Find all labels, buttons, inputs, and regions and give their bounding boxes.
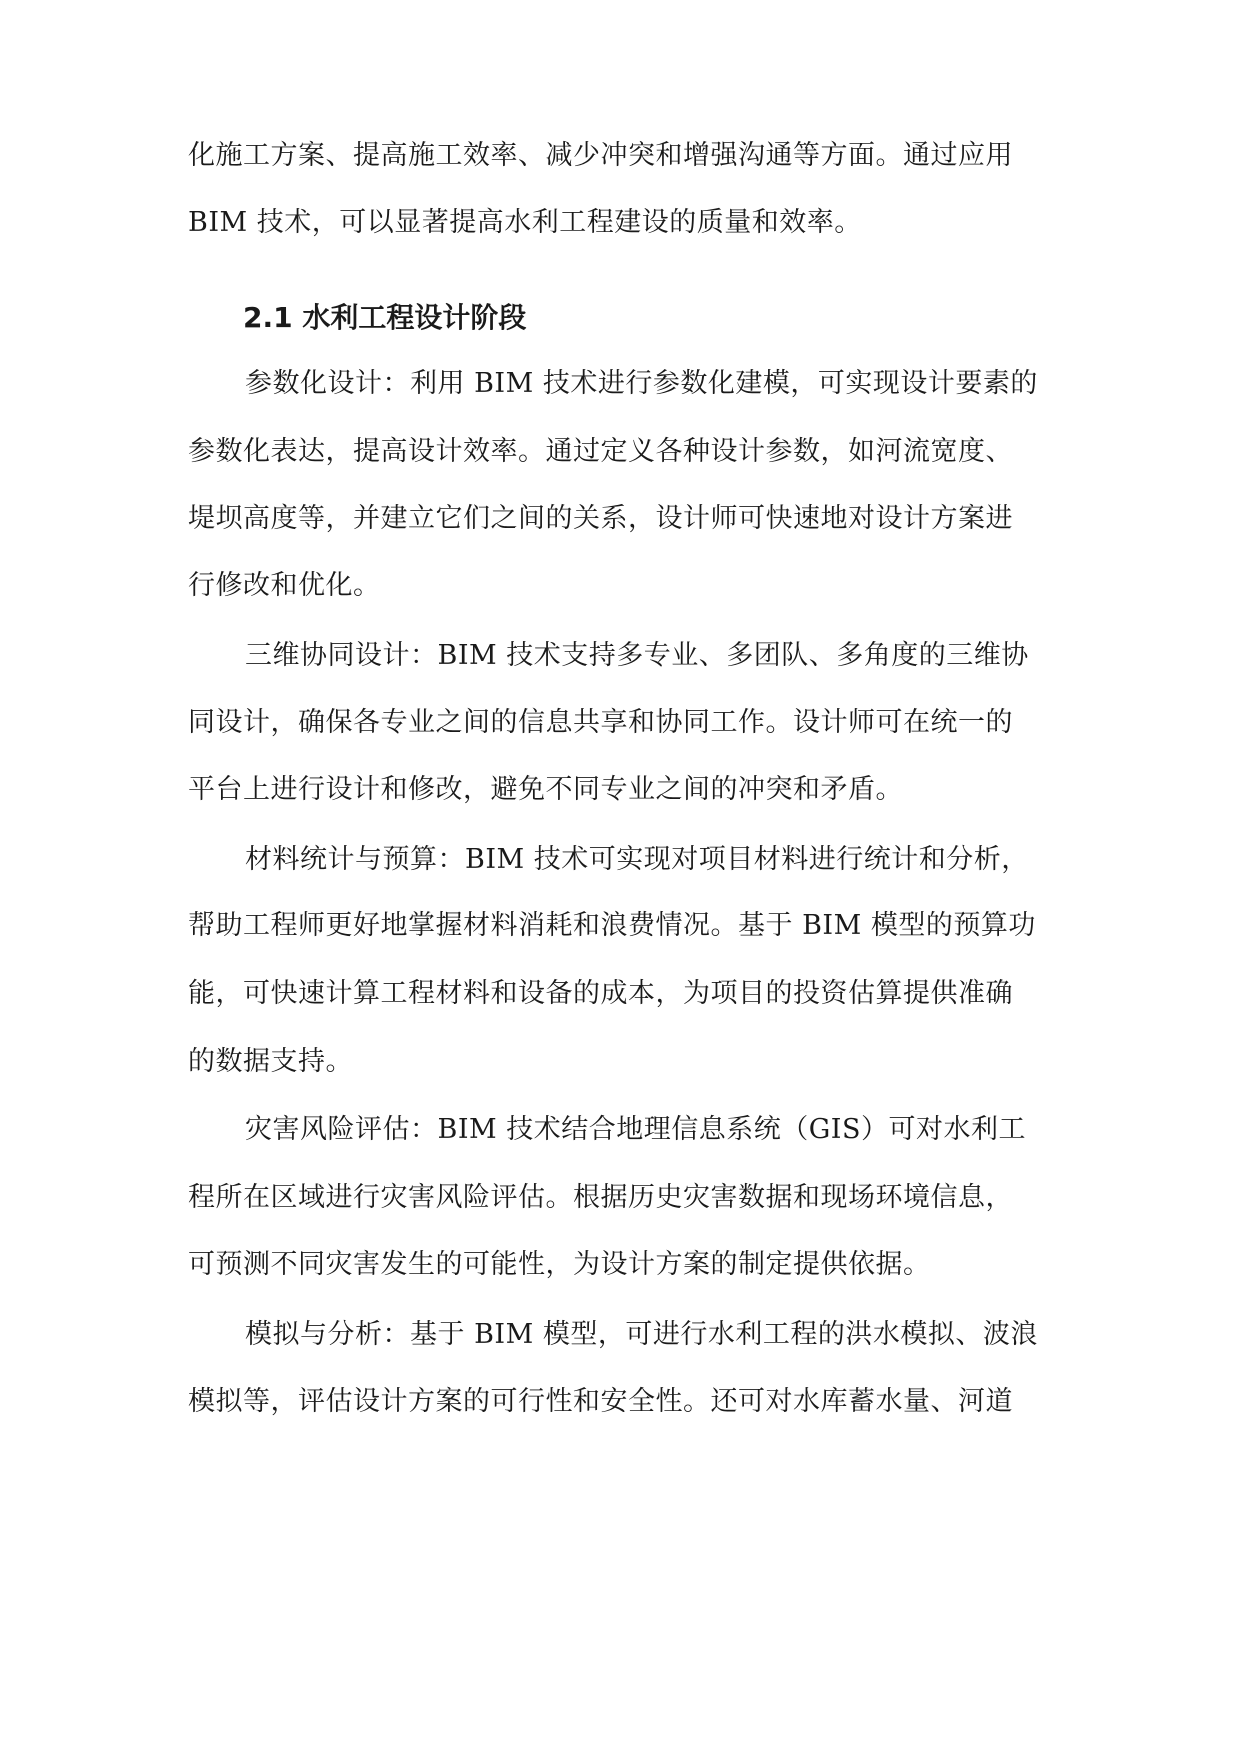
text-line: 化施工方案、提高施工效率、减少冲突和增强沟通等方面。通过应用 [188,140,1013,171]
text-line: 程所在区域进行灾害风险评估。根据历史灾害数据和现场环境信息， [188,1182,1013,1213]
text-line: 帮助工程师更好地掌握材料消耗和浪费情况。基于 BIM 模型的预算功 [188,910,1036,941]
text-line: 三维协同设计：BIM 技术支持多专业、多团队、多角度的三维协 [245,640,1029,671]
text-line: 的数据支持。 [188,1046,353,1077]
text-line: 平台上进行设计和修改，避免不同专业之间的冲突和矛盾。 [188,774,903,805]
text-line: BIM 技术，可以显著提高水利工程建设的质量和效率。 [188,207,862,238]
text-line: 材料统计与预算：BIM 技术可实现对项目材料进行统计和分析， [245,844,1029,875]
text-line: 行修改和优化。 [188,570,381,601]
text-line: 参数化表达，提高设计效率。通过定义各种设计参数，如河流宽度、 [188,436,1013,467]
text-line: 模拟等，评估设计方案的可行性和安全性。还可对水库蓄水量、河道 [188,1386,1013,1417]
text-line: 可预测不同灾害发生的可能性，为设计方案的制定提供依据。 [188,1249,931,1280]
text-line: 灾害风险评估：BIM 技术结合地理信息系统（GIS）可对水利工 [245,1114,1026,1145]
text-line: 能，可快速计算工程材料和设备的成本，为项目的投资估算提供准确 [188,978,1013,1009]
section-heading: 2.1 水利工程设计阶段 [243,301,527,334]
text-line: 同设计，确保各专业之间的信息共享和协同工作。设计师可在统一的 [188,707,1013,738]
text-line: 参数化设计：利用 BIM 技术进行参数化建模，可实现设计要素的 [245,368,1038,399]
text-line: 模拟与分析：基于 BIM 模型，可进行水利工程的洪水模拟、波浪 [245,1319,1038,1350]
text-line: 堤坝高度等，并建立它们之间的关系，设计师可快速地对设计方案进 [188,503,1013,534]
